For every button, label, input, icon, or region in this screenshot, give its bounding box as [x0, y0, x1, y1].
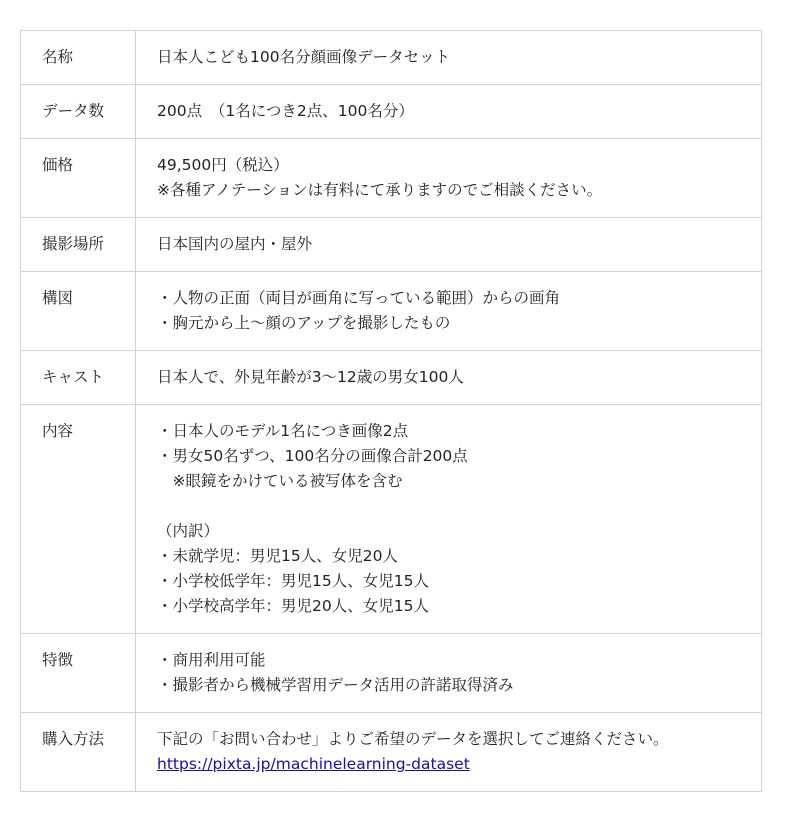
row-value — [136, 218, 762, 272]
row-label: 特徴 — [21, 634, 136, 713]
value-line — [157, 494, 761, 519]
table-row-purchase — [21, 713, 762, 792]
row-label: データ数 — [21, 85, 136, 139]
dataset-link[interactable]: https://pixta.jp/machinelearning-dataset — [157, 755, 470, 773]
table-row-features — [21, 634, 762, 713]
value-line: （内訳） — [157, 522, 220, 540]
dataset-spec-table — [20, 30, 762, 792]
value-line: 日本人こども100名分顔画像データセット — [157, 48, 451, 66]
row-label: 内容 — [21, 405, 136, 634]
table-row-location — [21, 218, 762, 272]
row-value — [136, 351, 762, 405]
row-label: 購入方法 — [21, 713, 136, 792]
row-value — [136, 31, 762, 85]
table-row-count — [21, 85, 762, 139]
row-value — [136, 139, 762, 218]
value-line: ※眼鏡をかけている被写体を含む — [157, 472, 403, 490]
value-line: 日本国内の屋内・屋外 — [157, 235, 313, 253]
row-label: 名称 — [21, 31, 136, 85]
row-label: 撮影場所 — [21, 218, 136, 272]
value-line: ・未就学児：男児15人、女児20人 — [157, 547, 398, 565]
table-row-price — [21, 139, 762, 218]
value-line: 日本人で、外見年齢が3〜12歳の男女100人 — [157, 368, 464, 386]
value-line: ・撮影者から機械学習用データ活用の許諾取得済み — [157, 676, 514, 694]
value-line: ・人物の正面（両目が画角に写っている範囲）からの画角 — [157, 289, 561, 307]
value-line: 49,500円（税込） — [157, 156, 289, 174]
row-value — [136, 634, 762, 713]
table-row-name — [21, 31, 762, 85]
row-value — [136, 405, 762, 634]
table-row-cast — [21, 351, 762, 405]
row-label: 構図 — [21, 272, 136, 351]
value-line: ・胸元から上〜顔のアップを撮影したもの — [157, 314, 451, 332]
value-line: ・日本人のモデル1名につき画像2点 — [157, 422, 409, 440]
row-label: キャスト — [21, 351, 136, 405]
row-value — [136, 713, 762, 792]
row-value — [136, 85, 762, 139]
row-value — [136, 272, 762, 351]
value-line: ・男女50名ずつ、100名分の画像合計200点 — [157, 447, 468, 465]
table-row-contents — [21, 405, 762, 634]
value-line: ・小学校高学年：男児20人、女児15人 — [157, 597, 429, 615]
row-label: 価格 — [21, 139, 136, 218]
value-line: ※各種アノテーションは有料にて承りますのでご相談ください。 — [157, 181, 603, 199]
value-line: ・小学校低学年：男児15人、女児15人 — [157, 572, 429, 590]
value-line: ・商用利用可能 — [157, 651, 266, 669]
table-row-composition — [21, 272, 762, 351]
value-line: 下記の「お問い合わせ」よりご希望のデータを選択してご連絡ください。 — [157, 730, 669, 748]
value-line: 200点 （1名につき2点、100名分） — [157, 102, 414, 120]
